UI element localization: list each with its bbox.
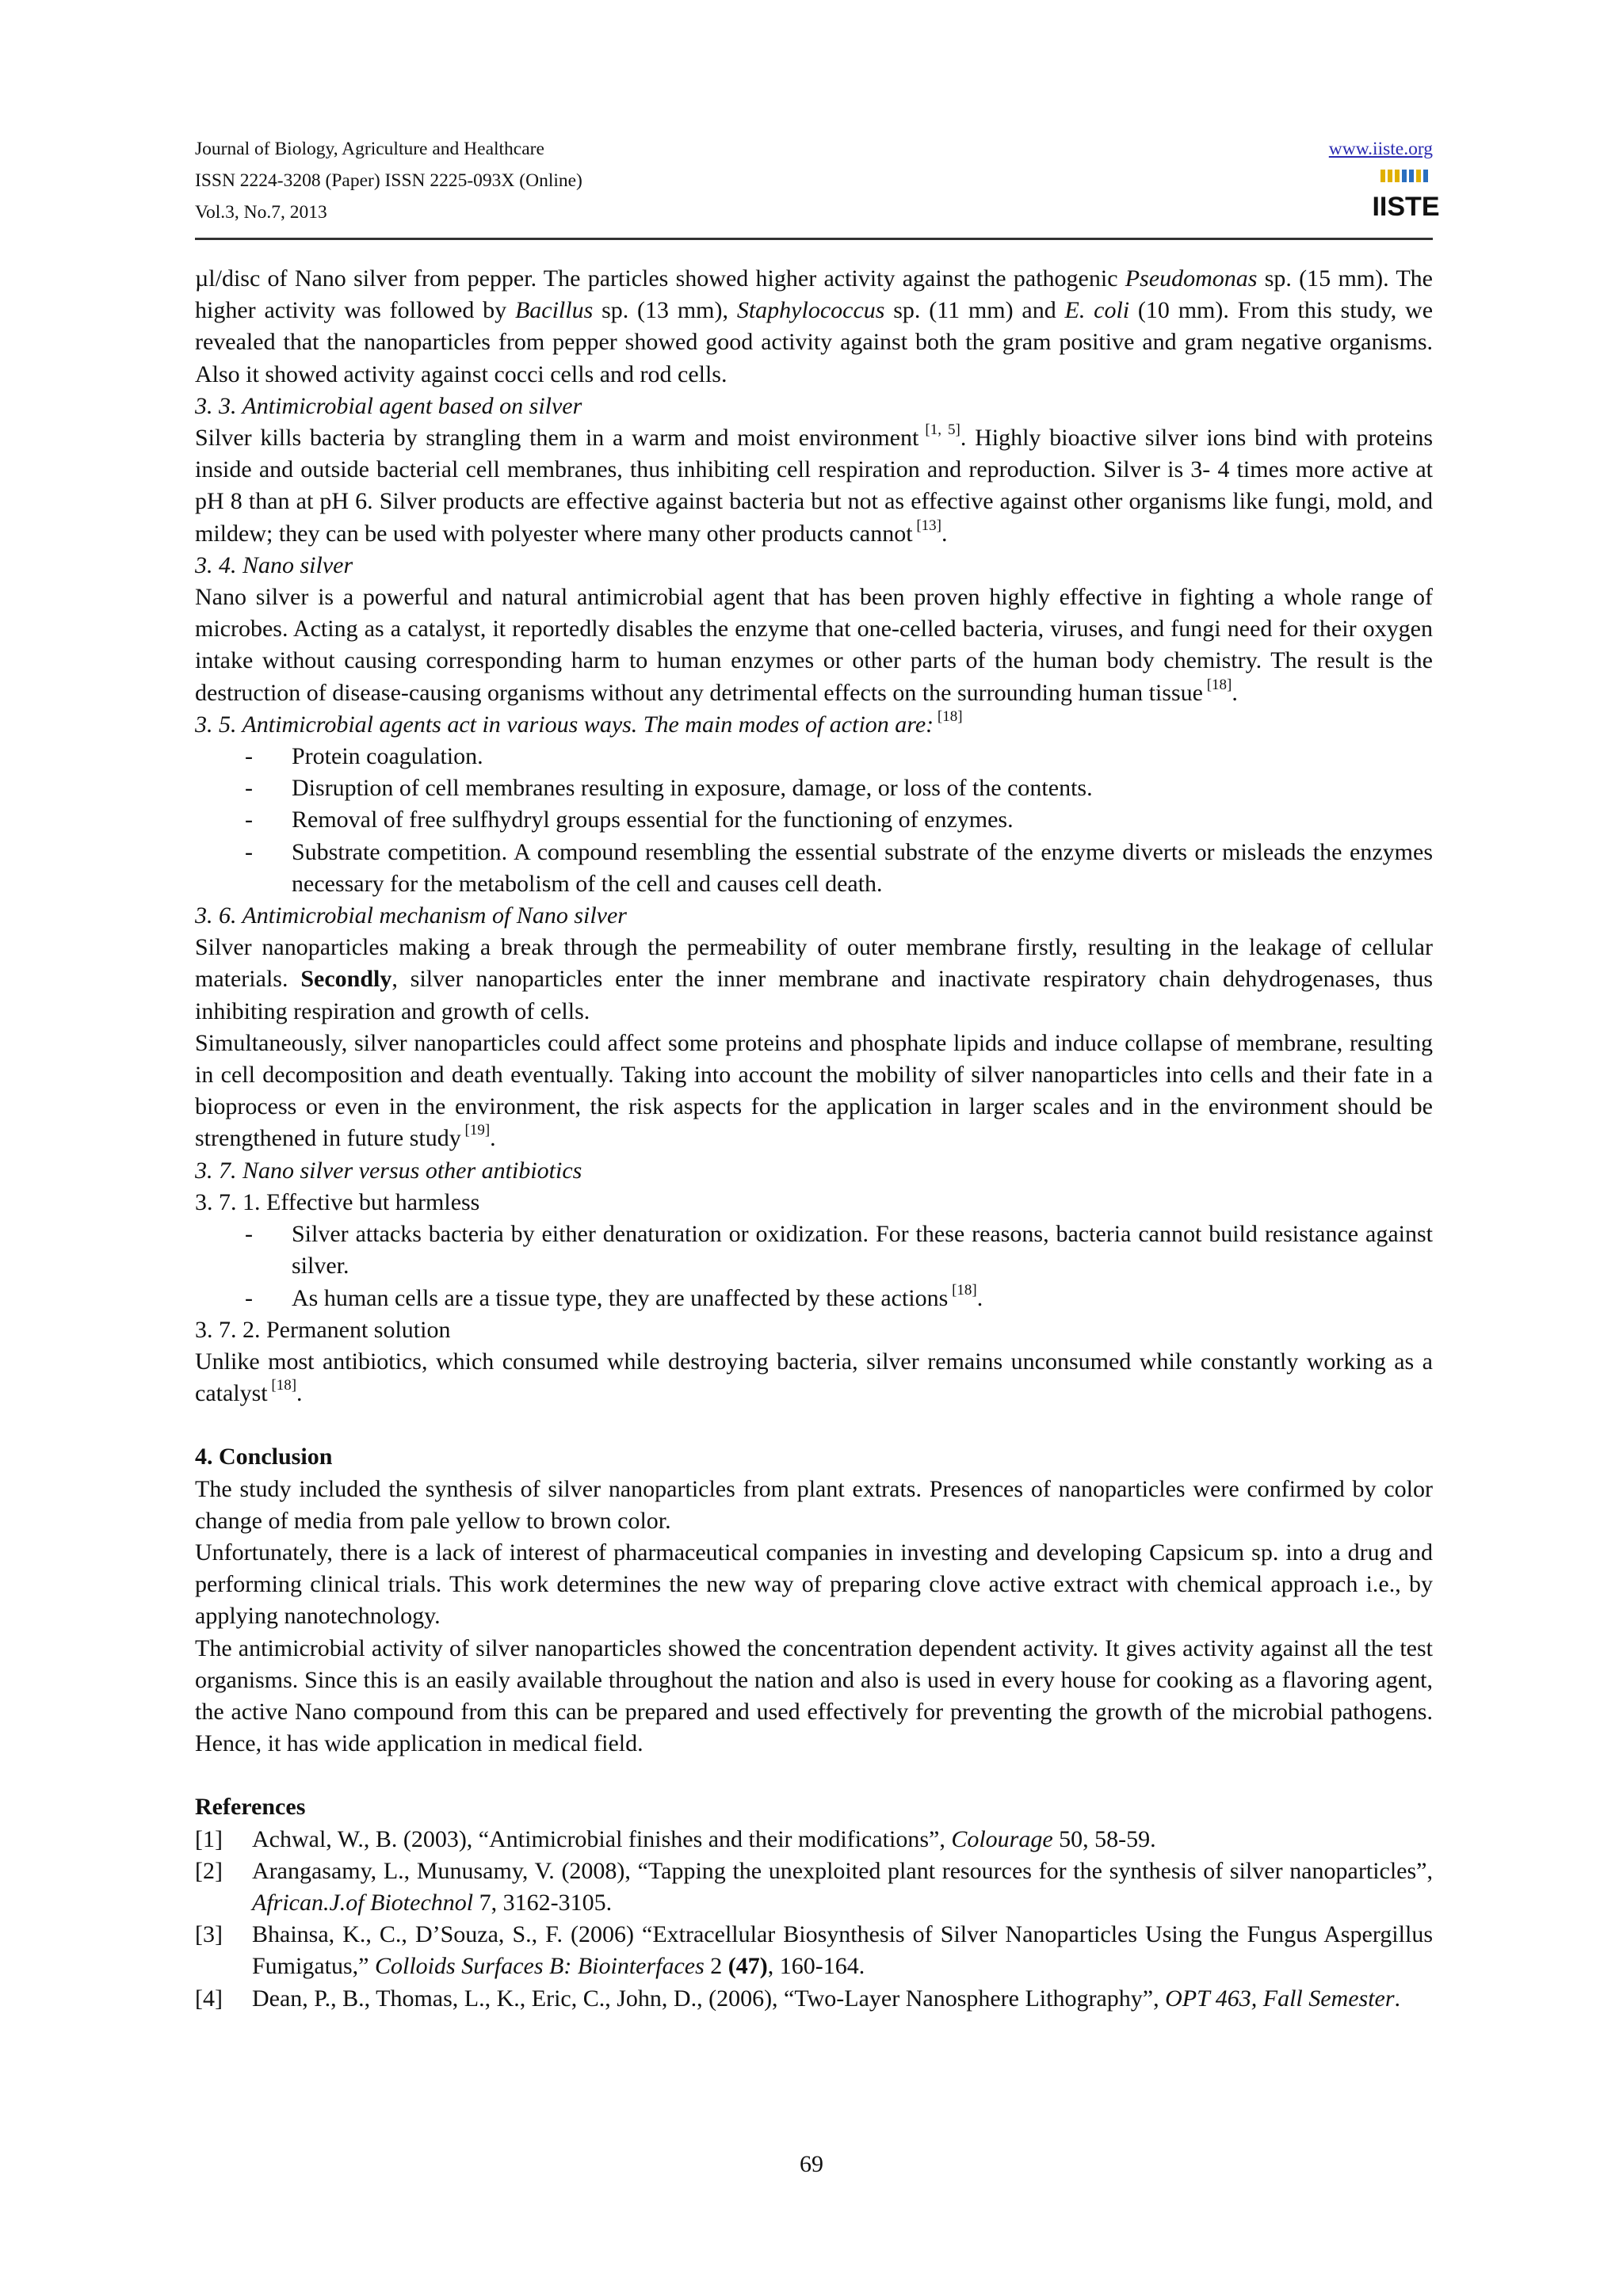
citation: [18] <box>267 1376 297 1394</box>
journal-url-link[interactable]: www.iiste.org <box>1328 139 1433 159</box>
conclusion-text-2: Unfortunately, there is a lack of interest of pharmaceutical companies in investing and developing Capsicum sp. into a drug and performing clinical trials. This work determines the new way of preparing clove active extract with chemical approach i.e., by applying nanotechnology. <box>195 1539 1433 1630</box>
effective-list <box>195 1219 1433 1314</box>
section-3-7-2-heading: 3. 7. 2. Permanent solution <box>195 1316 451 1343</box>
journal-issn: ISSN 2224-3208 (Paper) ISSN 2225-093X (Online) <box>195 170 582 191</box>
conclusion-text-1: The study included the synthesis of silver nanoparticles from plant extrats. Presences of nanoparticles were confirmed by color change of media from pale yellow to brown color. <box>195 1475 1433 1534</box>
section-3-7-2-text: Unlike most antibiotics, which consumed while destroying bacteria, silver remains unconsumed while constantly working as a catalyst [18]. <box>195 1348 1433 1407</box>
section-3-3-text: Silver kills bacteria by strangling them in a warm and moist environment [1, 5]. Highly bioactive silver ions bind with proteins inside and outside bacterial cell membranes, thus inhibiting cell respiration and reproduction. Silver is 3- 4 times more active at pH 8 than at pH 6. Silver products are effective against bacteria but not as effective against other organisms like fungi, mold, and mildew; they can be used with polyester where many other products cannot [13]. <box>195 421 1434 547</box>
list-item: - Substrate competition. A compound resembling the essential substrate of the enzyme diverts or misleads the enzymes necessary for the metabolism of the cell and causes cell death. <box>245 838 1433 897</box>
list-item: - As human cells are a tissue type, they are unaffected by these actions [18]. <box>245 1281 983 1311</box>
paragraph-results: µl/disc of Nano silver from pepper. The particles showed higher activity against the pathogenic Pseudomonas sp. (15 mm). The higher activity was followed by Bacillus sp. (13 mm), Staphylococcus sp. (11 mm) and E. coli (10 mm). From this study, we revealed that the nanoparticles from pepper showed good activity against both the gram positive and gram negative organisms. Also it showed activity against cocci cells and rod cells. <box>195 265 1434 387</box>
citation: [18] <box>1202 676 1232 693</box>
section-3-6-text-2: Simultaneously, silver nanoparticles could affect some proteins and phosphate lipids and induce collapse of membrane, resulting in cell decomposition and death eventually. Taking into account the mobility of silver nanoparticles into cells and their fate in a bioprocess or even in the environment, the risk aspects for the application in larger scales and in the environment should be strengthened in future study [19]. <box>195 1029 1433 1152</box>
reference-item: [4] Dean, P., B., Thomas, L., K., Eric, C., John, D., (2006), “Two-Layer Nanosphere Lithography”, OPT 463, Fall Semester. <box>195 1985 1401 2012</box>
references-list <box>195 1824 1433 2015</box>
journal-volume: Vol.3, No.7, 2013 <box>195 202 327 223</box>
conclusion-text-3: The antimicrobial activity of silver nanoparticles showed the concentration dependent activity. It gives activity against all the test organisms. Since this is an easily available throughout the nation and also is used in every house for cooking as a flavoring agent, the active Nano compound from this can be prepared and used effectively for preventing the growth of the microbial pathogens. Hence, it has wide application in medical field. <box>195 1634 1433 1757</box>
citation: [1, 5] <box>918 421 960 438</box>
reference-item: [1] Achwal, W., B. (2003), “Antimicrobial finishes and their modifications”, Colourage 50, 58-59. <box>195 1825 1156 1852</box>
conclusion-heading: 4. Conclusion <box>195 1444 333 1470</box>
logo-lettering: IISTE <box>1372 192 1440 222</box>
journal-title: Journal of Biology, Agriculture and Healthcare <box>195 139 544 159</box>
citation: [19] <box>460 1122 491 1139</box>
section-3-5-heading: 3. 5. Antimicrobial agents act in various ways. The main modes of action are: [18] <box>195 707 963 738</box>
section-3-3-heading: 3. 3. Antimicrobial agent based on silver <box>195 392 582 419</box>
page-header <box>195 133 1440 238</box>
list-item: - Disruption of cell membranes resulting in exposure, damage, or loss of the contents. <box>245 775 1093 802</box>
reference-item: [2] Arangasamy, L., Munusamy, V. (2008), “Tapping the unexploited plant resources for the synthesis of silver nanoparticles”, African.J.of Biotechnol 7, 3162-3105. <box>195 1857 1433 1916</box>
section-3-4-text: Nano silver is a powerful and natural antimicrobial agent that has been proven highly effective in fighting a whole range of microbes. Acting as a catalyst, it reportedly disables the enzyme that one-celled bacteria, viruses, and fungi need for their oxygen intake without causing corresponding harm to human enzymes or other parts of the human body chemistry. The result is the destruction of disease-causing organisms without any detrimental effects on the surrounding human tissue [18]. <box>195 584 1433 706</box>
section-3-4-heading: 3. 4. Nano silver <box>195 551 353 578</box>
citation: [18] <box>934 707 963 725</box>
page-number: 69 <box>800 2151 823 2177</box>
section-3-7-1-heading: 3. 7. 1. Effective but harmless <box>195 1188 480 1215</box>
references-heading: References <box>195 1794 306 1821</box>
header-rule <box>195 238 1433 240</box>
article-body <box>195 263 1433 2015</box>
section-3-6-heading: 3. 6. Antimicrobial mechanism of Nano silver <box>195 902 627 929</box>
iiste-logo <box>1372 168 1440 222</box>
section-3-7-heading: 3. 7. Nano silver versus other antibiotics <box>195 1157 582 1184</box>
modes-of-action-list <box>195 741 1433 900</box>
list-item: - Silver attacks bacteria by either denaturation or oxidization. For these reasons, bacteria cannot build resistance against silver. <box>245 1221 1433 1280</box>
section-3-6-text-1: Silver nanoparticles making a break through the permeability of outer membrane firstly, resulting in the leakage of cellular materials. Secondly, silver nanoparticles enter the inner membrane and inactivate respiratory chain dehydrogenases, thus inhibiting respiration and growth of cells. <box>195 934 1433 1024</box>
list-item: - Protein coagulation. <box>245 743 483 770</box>
reference-item: [3] Bhainsa, K., C., D’Souza, S., F. (2006) “Extracellular Biosynthesis of Silver Nanoparticles Using the Fungus Aspergillus Fumigatus,” Colloids Surfaces B: Biointerfaces 2 (47), 160-164. <box>195 1921 1433 1980</box>
list-item: - Removal of free sulfhydryl groups essential for the functioning of enzymes. <box>245 807 1014 833</box>
citation: [18] <box>948 1281 977 1299</box>
citation: [13] <box>912 517 941 534</box>
